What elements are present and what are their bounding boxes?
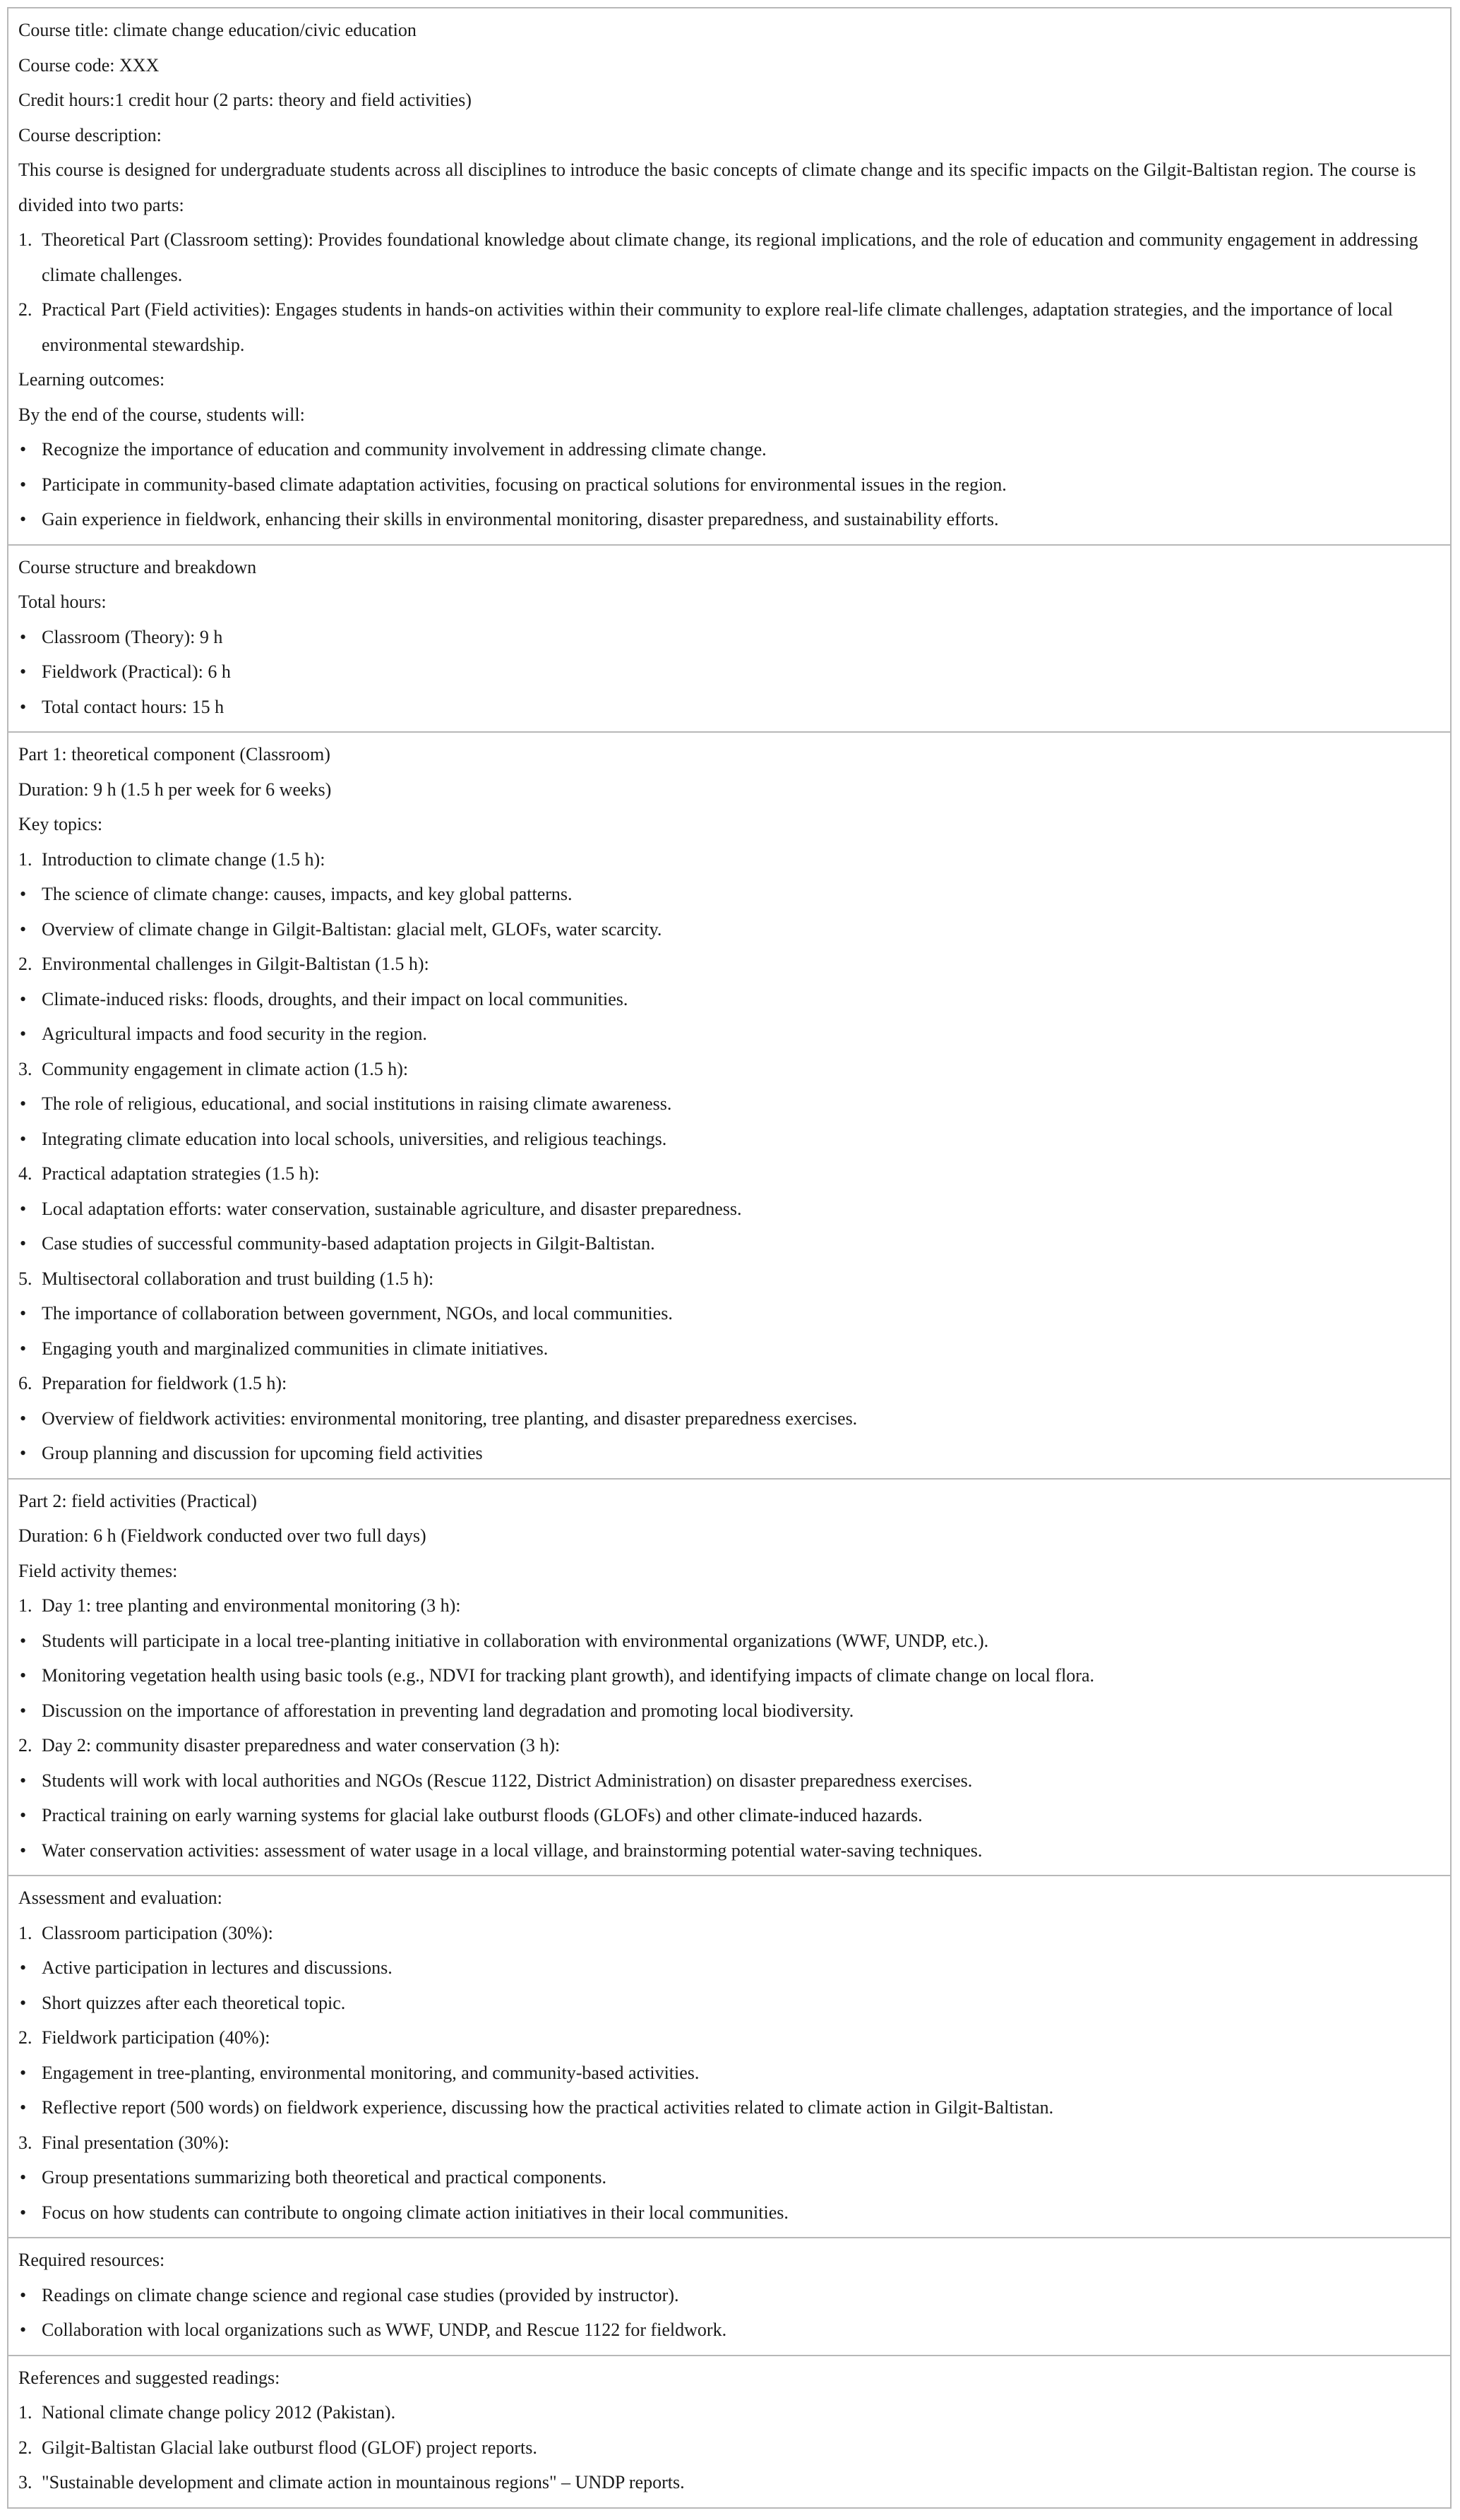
- bullet-icon: •: [20, 2284, 27, 2305]
- bullet-icon: •: [20, 1957, 27, 1978]
- course-structure-section: [8, 544, 1450, 732]
- list-item: [18, 912, 1440, 947]
- section-heading: Required resources:: [18, 2250, 165, 2270]
- list-item-text: Fieldwork (Practical): 6 h: [42, 661, 231, 682]
- list-item-text: Water conservation activities: assessment of water usage in a local village, and brainstorming potential water-saving techniques.: [42, 1840, 983, 1861]
- list-item-text: Monitoring vegetation health using basic tools (e.g., NDVI for tracking plant growth), and identifying impacts of climate change on local flora.: [42, 1665, 1094, 1686]
- list-item-text: Engagement in tree-planting, environmental monitoring, and community-based activities.: [42, 2062, 700, 2083]
- course-description: This course is designed for undergraduate students across all disciplines to introduce the basic concepts of climate change and its specific impacts on the Gilgit-Baltistan region. The course is divided into two parts:: [18, 160, 1416, 215]
- list-item-text: National climate change policy 2012 (Pakistan).: [42, 2402, 396, 2423]
- list-item-text: Discussion on the importance of afforestation in preventing land degradation and promoting local biodiversity.: [42, 1700, 854, 1721]
- list-item-text: Engaging youth and marginalized communities in climate initiatives.: [42, 1338, 549, 1359]
- list-item-text: Short quizzes after each theoretical topic.: [42, 1992, 346, 2013]
- bullet-icon: •: [20, 988, 27, 1009]
- assessment-list: [18, 1916, 1440, 2231]
- list-item: [18, 1986, 1440, 2021]
- list-item: [18, 2160, 1440, 2195]
- list-item: [18, 982, 1440, 1017]
- duration: Duration: 9 h (1.5 h per week for 6 weeks): [18, 779, 332, 800]
- list-item-text: Local adaptation efforts: water conservation, sustainable agriculture, and disaster preparedness.: [42, 1198, 742, 1219]
- list-item: [18, 1763, 1440, 1799]
- list-number: 3.: [18, 2132, 32, 2153]
- bullet-icon: •: [20, 1805, 27, 1825]
- list-item-text: Case studies of successful community-based adaptation projects in Gilgit-Baltistan.: [42, 1233, 655, 1254]
- part2-section: [8, 1478, 1450, 1876]
- list-item-text: "Sustainable development and climate action in mountainous regions" – UNDP reports.: [42, 2472, 685, 2492]
- list-item: [18, 1122, 1440, 1157]
- list-number: 6.: [18, 1373, 32, 1393]
- list-item-text: Overview of climate change in Gilgit-Baltistan: glacial melt, GLOFs, water scarcity.: [42, 918, 662, 940]
- topics-label: Key topics:: [18, 814, 103, 834]
- list-item: [18, 1693, 1440, 1729]
- list-number: 2.: [18, 1735, 32, 1756]
- list-item: [18, 222, 1440, 292]
- bullet-icon: •: [20, 1443, 27, 1463]
- list-item: [18, 1192, 1440, 1227]
- section-heading: References and suggested readings:: [18, 2367, 280, 2388]
- list-item: [18, 2195, 1440, 2231]
- list-item-text: Total contact hours: 15 h: [42, 696, 225, 717]
- list-number: 3.: [18, 1058, 32, 1079]
- list-item-text: The role of religious, educational, and social institutions in raising climate awareness.: [42, 1093, 672, 1114]
- list-item-text: Group presentations summarizing both theoretical and practical components.: [42, 2167, 606, 2188]
- numbered-item: [18, 1366, 1440, 1401]
- list-item: [18, 1296, 1440, 1331]
- list-item: [18, 1331, 1440, 1367]
- part1-section: [8, 731, 1450, 1478]
- list-item: [18, 432, 1440, 467]
- numbered-item: [18, 2020, 1440, 2056]
- topics-list: [18, 842, 1440, 1471]
- bullet-icon: •: [20, 1338, 27, 1359]
- bullet-icon: •: [20, 2167, 27, 2188]
- list-item: [18, 2312, 1440, 2348]
- bullet-icon: •: [20, 1630, 27, 1651]
- list-item: [18, 2465, 1440, 2500]
- bullet-icon: •: [20, 2062, 27, 2083]
- list-item-text: Integrating climate education into local schools, universities, and religious teachings.: [42, 1128, 667, 1149]
- bullet-icon: •: [20, 1233, 27, 1254]
- bullet-icon: •: [20, 1665, 27, 1686]
- list-item-text: Practical Part (Field activities): Engages students in hands-on activities within their community to explore real-life climate challenges, adaptation strategies, and the importance of local environmental stewardship.: [42, 299, 1394, 355]
- numbered-item: [18, 842, 1440, 877]
- bullet-icon: •: [20, 1992, 27, 2013]
- list-item-text: Classroom participation (30%):: [42, 1922, 273, 1943]
- list-item-text: Introduction to climate change (1.5 h):: [42, 848, 325, 870]
- list-item: [18, 1226, 1440, 1261]
- list-item-text: Gain experience in fieldwork, enhancing their skills in environmental monitoring, disaster preparedness, and sustainability efforts.: [42, 509, 999, 529]
- list-number: 1.: [18, 1595, 32, 1616]
- list-item-text: Day 2: community disaster preparedness and water conservation (3 h):: [42, 1735, 561, 1756]
- list-item: [18, 1658, 1440, 1693]
- bullet-icon: •: [20, 661, 27, 682]
- list-item-text: Final presentation (30%):: [42, 2132, 229, 2153]
- numbered-item: [18, 1261, 1440, 1297]
- list-item: [18, 1798, 1440, 1833]
- list-item: [18, 502, 1440, 537]
- duration: Duration: 6 h (Fieldwork conducted over two full days): [18, 1525, 426, 1546]
- list-number: 4.: [18, 1163, 32, 1184]
- outcomes-label: Learning outcomes:: [18, 369, 165, 390]
- bullet-icon: •: [20, 626, 27, 647]
- list-item: [18, 690, 1440, 725]
- bullet-icon: •: [20, 1198, 27, 1219]
- list-item-text: Overview of fieldwork activities: environmental monitoring, tree planting, and disaster preparedness exercises.: [42, 1408, 858, 1429]
- list-item-text: Preparation for fieldwork (1.5 h):: [42, 1373, 287, 1393]
- list-item-text: Environmental challenges in Gilgit-Baltistan (1.5 h):: [42, 954, 429, 974]
- list-item: [18, 1401, 1440, 1436]
- section-heading: Assessment and evaluation:: [18, 1888, 222, 1908]
- list-item: [18, 654, 1440, 690]
- bullet-icon: •: [20, 918, 27, 940]
- description-label: Course description:: [18, 124, 162, 145]
- numbered-item: [18, 1588, 1440, 1624]
- list-item-text: Day 1: tree planting and environmental monitoring (3 h):: [42, 1595, 461, 1616]
- list-item-text: Gilgit-Baltistan Glacial lake outburst flood (GLOF) project reports.: [42, 2437, 537, 2458]
- course-overview-section: [8, 8, 1450, 544]
- list-item-text: Recognize the importance of education and community involvement in addressing climate change.: [42, 439, 767, 460]
- bullet-icon: •: [20, 1408, 27, 1429]
- resources-section: [8, 2237, 1450, 2355]
- bullet-icon: •: [20, 1770, 27, 1791]
- list-item: [18, 1086, 1440, 1122]
- list-item-text: Multisectoral collaboration and trust building (1.5 h):: [42, 1268, 434, 1289]
- list-item-text: Fieldwork participation (40%):: [42, 2027, 270, 2048]
- course-code: Course code: XXX: [18, 54, 160, 76]
- list-item-text: Classroom (Theory): 9 h: [42, 626, 223, 647]
- bullet-icon: •: [20, 1128, 27, 1149]
- bullet-icon: •: [20, 509, 27, 529]
- bullet-icon: •: [20, 1840, 27, 1861]
- list-item: [18, 2056, 1440, 2091]
- assessment-section: [8, 1875, 1450, 2237]
- bullet-icon: •: [20, 474, 27, 495]
- total-hours-label: Total hours:: [18, 592, 107, 612]
- bullet-icon: •: [20, 2202, 27, 2223]
- references-section: [8, 2355, 1450, 2507]
- numbered-item: [18, 1916, 1440, 1951]
- list-item: [18, 2090, 1440, 2125]
- list-number: 5.: [18, 1268, 32, 1289]
- section-heading: Course structure and breakdown: [18, 556, 257, 577]
- bullet-icon: •: [20, 2320, 27, 2340]
- numbered-item: [18, 947, 1440, 982]
- numbered-item: [18, 2125, 1440, 2161]
- list-item: [18, 2430, 1440, 2466]
- list-number: 2.: [18, 2027, 32, 2048]
- bullet-icon: •: [20, 1303, 27, 1324]
- numbered-item: [18, 1156, 1440, 1192]
- list-number: 3.: [18, 2472, 32, 2492]
- bullet-icon: •: [20, 696, 27, 717]
- list-number: 1.: [18, 848, 32, 870]
- bullet-icon: •: [20, 1093, 27, 1114]
- numbered-item: [18, 1728, 1440, 1763]
- numbered-item: [18, 1052, 1440, 1087]
- list-number: 2.: [18, 2437, 32, 2458]
- outcomes-intro: By the end of the course, students will:: [18, 404, 305, 425]
- course-title: Course title: climate change education/civic education: [18, 20, 417, 40]
- list-item: [18, 1833, 1440, 1868]
- list-item: [18, 877, 1440, 912]
- list-item-text: Students will work with local authorities and NGOs (Rescue 1122, District Administration) on disaster preparedness exercises.: [42, 1770, 973, 1791]
- bullet-icon: •: [20, 2097, 27, 2118]
- list-item: [18, 292, 1440, 362]
- list-item-text: Climate-induced risks: floods, droughts, and their impact on local communities.: [42, 988, 628, 1009]
- list-item: [18, 2395, 1440, 2430]
- list-number: 1.: [18, 2402, 32, 2423]
- list-item-text: The science of climate change: causes, impacts, and key global patterns.: [42, 884, 573, 904]
- list-item-text: Practical training on early warning systems for glacial lake outburst floods (GLOFs) and other climate-induced hazards.: [42, 1805, 923, 1825]
- bullet-icon: •: [20, 439, 27, 460]
- list-item: [18, 1016, 1440, 1052]
- list-number: 1.: [18, 1922, 32, 1943]
- list-number: 2.: [18, 299, 32, 320]
- bullet-icon: •: [20, 1024, 27, 1044]
- list-item-text: Group planning and discussion for upcoming field activities: [42, 1443, 483, 1463]
- list-item-text: Participate in community-based climate adaptation activities, focusing on practical solutions for environmental issues in the region.: [42, 474, 1007, 495]
- section-heading: Part 1: theoretical component (Classroom): [18, 744, 330, 764]
- list-number: 2.: [18, 954, 32, 974]
- bullet-icon: •: [20, 884, 27, 904]
- list-item-text: Readings on climate change science and regional case studies (provided by instructor).: [42, 2284, 679, 2305]
- list-item-text: The importance of collaboration between government, NGOs, and local communities.: [42, 1303, 673, 1324]
- list-item-text: Community engagement in climate action (1.5 h):: [42, 1058, 409, 1079]
- section-heading: Part 2: field activities (Practical): [18, 1490, 257, 1511]
- list-item: [18, 1950, 1440, 1986]
- themes-label: Field activity themes:: [18, 1560, 178, 1581]
- themes-list: [18, 1588, 1440, 1868]
- list-item-text: Students will participate in a local tree-planting initiative in collaboration with environmental organizations (WWF, UNDP, etc.).: [42, 1630, 989, 1651]
- list-item-text: Reflective report (500 words) on fieldwork experience, discussing how the practical activities related to climate action in Gilgit-Baltistan.: [42, 2097, 1054, 2118]
- list-item-text: Focus on how students can contribute to ongoing climate action initiatives in their local communities.: [42, 2202, 789, 2223]
- syllabus-table: [7, 7, 1452, 2509]
- list-item-text: Practical adaptation strategies (1.5 h):: [42, 1163, 320, 1184]
- list-item-text: Theoretical Part (Classroom setting): Provides foundational knowledge about climate change, its regional implications, and the role of education and community engagement in addressing climate challenges.: [42, 229, 1418, 285]
- list-item: [18, 620, 1440, 655]
- list-item: [18, 1436, 1440, 1471]
- list-item: [18, 2278, 1440, 2313]
- list-item-text: Active participation in lectures and discussions.: [42, 1957, 393, 1978]
- list-number: 1.: [18, 229, 32, 250]
- list-item-text: Collaboration with local organizations such as WWF, UNDP, and Rescue 1122 for fieldwork.: [42, 2320, 727, 2340]
- list-item: [18, 467, 1440, 503]
- credit-hours: Credit hours:1 credit hour (2 parts: theory and field activities): [18, 90, 472, 110]
- bullet-icon: •: [20, 1700, 27, 1721]
- list-item: [18, 1624, 1440, 1659]
- list-item-text: Agricultural impacts and food security in the region.: [42, 1024, 427, 1044]
